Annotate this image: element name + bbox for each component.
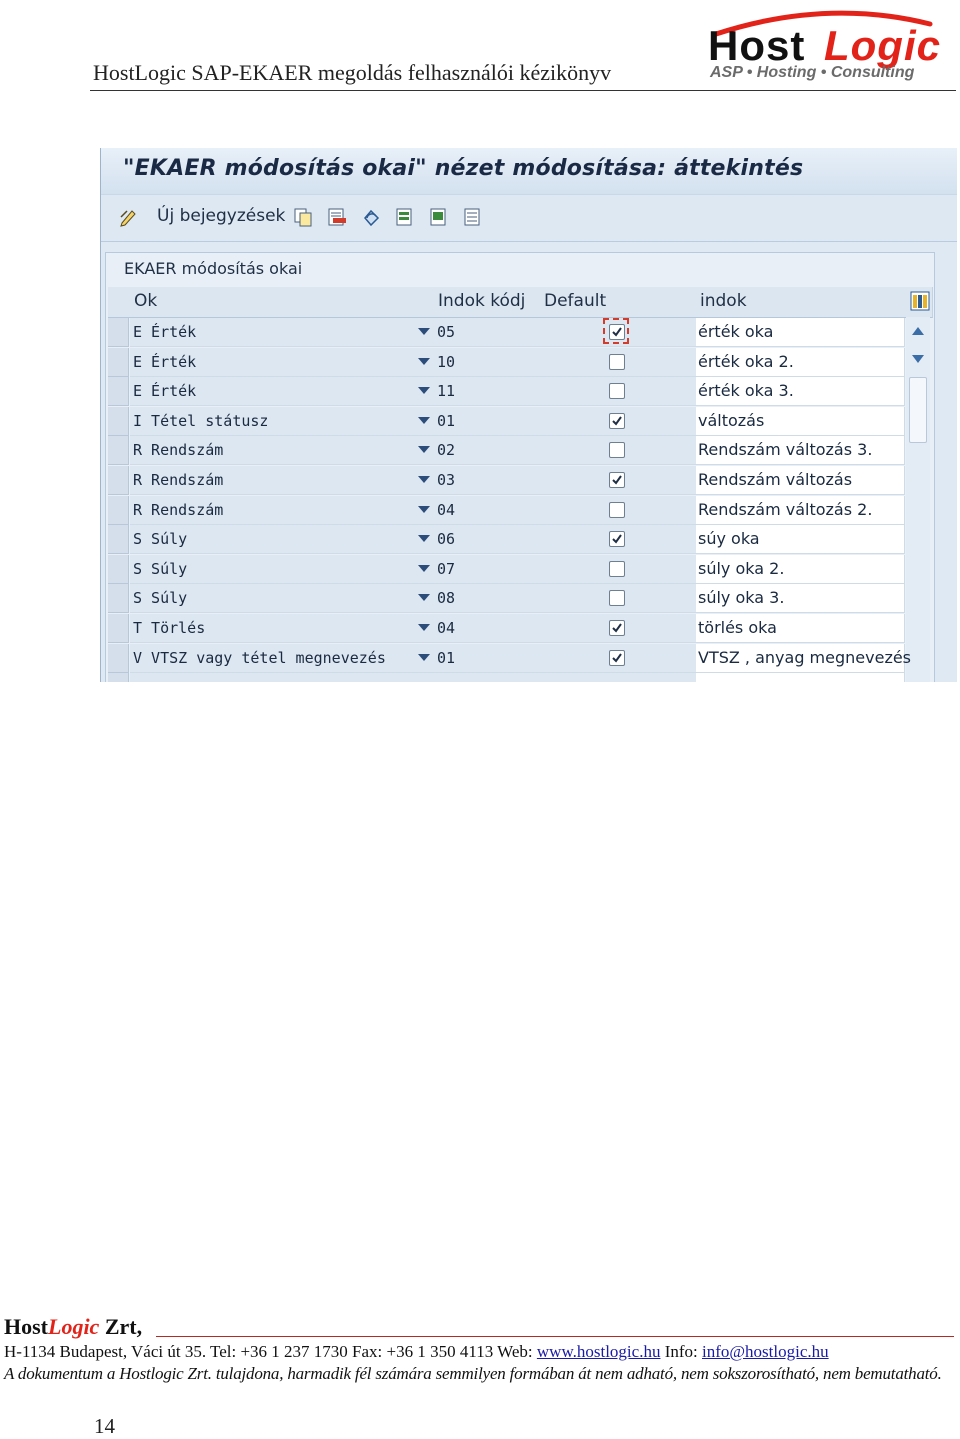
ok-value: S Súly: [133, 559, 188, 578]
deselect-all-icon[interactable]: [463, 207, 483, 227]
column-header-kod-label: Indok kódj: [438, 291, 526, 311]
indok-value: súly oka 3.: [698, 588, 785, 608]
footer-company-suffix: Zrt,: [99, 1314, 143, 1339]
row-selector[interactable]: [108, 466, 129, 495]
dropdown-arrow-icon[interactable]: [418, 624, 430, 631]
checkmark-icon: [610, 651, 624, 665]
ok-cell[interactable]: [130, 673, 435, 682]
column-header-indok-label: indok: [700, 291, 747, 311]
column-header-ok[interactable]: [130, 287, 435, 318]
footer-divider: [156, 1336, 954, 1337]
column-header-indok-kodj[interactable]: [434, 287, 541, 318]
default-cell: [540, 614, 697, 643]
dropdown-arrow-icon[interactable]: [418, 387, 430, 394]
checkmark-icon: [610, 325, 624, 339]
checkmark-icon: [610, 414, 624, 428]
website-link[interactable]: www.hostlogic.hu: [536, 1342, 661, 1361]
ok-cell[interactable]: [130, 407, 435, 436]
dropdown-arrow-icon[interactable]: [418, 565, 430, 572]
table-row: [106, 555, 932, 584]
table-row: [106, 614, 932, 643]
row-selector[interactable]: [108, 318, 129, 347]
indok-value: VTSZ , anyag megnevezés: [698, 647, 912, 667]
table-row: [106, 348, 932, 377]
table-row: [106, 644, 932, 673]
ok-value: S Súly: [133, 589, 188, 608]
indok-cell[interactable]: [696, 614, 905, 643]
edit-pencil-icon[interactable]: [119, 207, 139, 227]
row-selector[interactable]: [108, 436, 129, 465]
default-cell: [540, 584, 697, 613]
ok-value: S Súly: [133, 530, 188, 549]
default-checkbox[interactable]: [609, 561, 625, 577]
indok-cell[interactable]: [696, 496, 905, 525]
indok-value: változás: [698, 410, 765, 430]
indok-cell[interactable]: [696, 584, 905, 613]
default-checkbox[interactable]: [609, 442, 625, 458]
row-selector[interactable]: [108, 644, 129, 673]
ok-cell[interactable]: [130, 318, 435, 347]
indok-cell[interactable]: [696, 525, 905, 554]
new-entries-button[interactable]: Új bejegyzések: [157, 206, 286, 226]
indok-kod-cell[interactable]: [434, 673, 541, 682]
ok-value: E Érték: [133, 352, 197, 371]
sap-screenshot: [100, 148, 957, 682]
indok-kod-cell[interactable]: [434, 318, 541, 347]
indok-cell[interactable]: [696, 348, 905, 377]
document-title: HostLogic SAP-EKAER megoldás felhasználói kézikönyv: [93, 60, 612, 85]
indok-value: Rendszám változás 2.: [698, 499, 873, 519]
default-checkbox[interactable]: [609, 472, 625, 488]
ok-cell[interactable]: [130, 436, 435, 465]
column-header-default[interactable]: [540, 287, 697, 318]
header-divider: [90, 90, 956, 91]
default-checkbox[interactable]: [609, 590, 625, 606]
ok-cell[interactable]: [130, 377, 435, 406]
indok-kod-cell[interactable]: [434, 614, 541, 643]
indok-cell[interactable]: [696, 377, 905, 406]
table-row: [106, 318, 932, 347]
indok-kod-value: 04: [437, 619, 456, 637]
default-checkbox[interactable]: [609, 413, 625, 429]
indok-value: érték oka 2.: [698, 351, 794, 371]
footer-address-line: [4, 1342, 829, 1362]
default-cell: [540, 377, 697, 406]
indok-kod-value: 03: [437, 471, 456, 489]
indok-kod-cell[interactable]: [434, 407, 541, 436]
default-checkbox[interactable]: [609, 502, 625, 518]
indok-value: súly oka 2.: [698, 558, 785, 578]
indok-kod-cell[interactable]: [434, 644, 541, 673]
checkmark-icon: [610, 621, 624, 635]
default-cell: [540, 436, 697, 465]
default-cell: [540, 407, 697, 436]
indok-kod-value: 10: [437, 352, 456, 371]
indok-cell[interactable]: [696, 466, 905, 495]
indok-value: érték oka: [698, 322, 774, 341]
logo-logic-text: Logic: [824, 22, 941, 69]
sap-application-toolbar: [101, 194, 957, 242]
default-cell: [540, 318, 697, 347]
table-row: [106, 436, 932, 465]
table-control-panel: [105, 252, 935, 682]
dropdown-arrow-icon[interactable]: [418, 535, 430, 542]
indok-cell[interactable]: [696, 673, 905, 682]
table-row: [106, 377, 932, 406]
row-selector[interactable]: [108, 525, 129, 554]
indok-kod-cell[interactable]: [434, 555, 541, 584]
dropdown-arrow-icon[interactable]: [418, 446, 430, 453]
column-header-ok-label: Ok: [134, 291, 158, 311]
column-header-default-label: Default: [544, 291, 607, 311]
select-all-header[interactable]: [108, 287, 131, 318]
data-grid: [106, 287, 932, 682]
ok-value: I Tétel státusz: [133, 411, 269, 430]
indok-kod-cell[interactable]: [434, 466, 541, 495]
ok-cell[interactable]: [130, 584, 435, 613]
sap-title-bar: [101, 148, 957, 194]
row-selector[interactable]: [108, 673, 129, 682]
indok-cell[interactable]: [696, 436, 905, 465]
default-cell: [540, 644, 697, 673]
indok-kod-value: 04: [437, 500, 456, 519]
ok-cell[interactable]: [130, 644, 435, 673]
select-block-icon[interactable]: [429, 207, 449, 227]
dropdown-arrow-icon[interactable]: [418, 417, 430, 424]
default-checkbox[interactable]: [609, 620, 625, 636]
ok-cell[interactable]: [130, 555, 435, 584]
email-link[interactable]: info@hostlogic.hu: [702, 1342, 829, 1361]
default-checkbox[interactable]: [609, 383, 625, 399]
empty-table-row: [106, 673, 932, 682]
ok-cell[interactable]: [130, 614, 435, 643]
indok-value: Rendszám változás: [698, 470, 853, 489]
indok-cell[interactable]: [696, 555, 905, 584]
indok-kod-cell[interactable]: [434, 496, 541, 525]
row-selector[interactable]: [108, 407, 129, 436]
delete-icon[interactable]: [327, 207, 347, 227]
checkmark-icon: [610, 473, 624, 487]
table-row: [106, 525, 932, 554]
default-checkbox[interactable]: [609, 531, 625, 547]
footer-company-name: [4, 1314, 142, 1340]
indok-kod-value: 11: [437, 382, 456, 401]
select-all-icon[interactable]: [395, 207, 415, 227]
indok-cell[interactable]: [696, 407, 905, 436]
ok-value: R Rendszám: [133, 441, 224, 460]
undo-icon[interactable]: [361, 207, 381, 227]
logo-host-text: Host: [708, 22, 806, 69]
footer-company-logic: Logic: [48, 1314, 100, 1339]
default-checkbox[interactable]: [609, 354, 625, 370]
ok-value: E Érték: [133, 382, 197, 401]
dropdown-arrow-icon[interactable]: [418, 476, 430, 483]
row-selector[interactable]: [108, 614, 129, 643]
checkmark-icon: [610, 532, 624, 546]
ok-cell[interactable]: [130, 466, 435, 495]
indok-kod-value: 02: [437, 441, 456, 460]
footer-legal-notice: A dokumentum a Hostlogic Zrt. tulajdona, harmadik fél számára semmilyen formában át nem adható, nem sokszorosítható, nem bemutatható.: [4, 1364, 942, 1383]
row-selector[interactable]: [108, 377, 129, 406]
indok-kod-value: 01: [437, 648, 456, 667]
default-cell: [540, 673, 697, 682]
indok-kod-value: 08: [437, 589, 456, 608]
ok-cell[interactable]: [130, 525, 435, 554]
indok-kod-cell[interactable]: [434, 377, 541, 406]
table-row: [106, 584, 932, 613]
ok-value: V VTSZ vagy tétel megnevezés: [133, 648, 386, 667]
ok-value: E Érték: [133, 323, 197, 341]
indok-kod-value: 07: [437, 559, 456, 578]
indok-kod-value: 06: [437, 530, 456, 549]
row-selector[interactable]: [108, 496, 129, 525]
logo-tagline: ASP • Hosting • Consulting: [710, 64, 915, 81]
row-selector[interactable]: [108, 584, 129, 613]
ok-value: R Rendszám: [133, 471, 224, 489]
table-row: [106, 466, 932, 495]
indok-cell[interactable]: [696, 644, 912, 673]
indok-value: érték oka 3.: [698, 381, 794, 401]
row-selector[interactable]: [108, 348, 129, 377]
panel-title: EKAER módosítás okai: [124, 259, 303, 278]
indok-kod-cell[interactable]: [434, 436, 541, 465]
dropdown-arrow-icon[interactable]: [418, 654, 430, 661]
footer-info-label: Info:: [660, 1342, 702, 1361]
sap-screen-title: "EKAER módosítás okai" nézet módosítása: áttekintés: [123, 156, 804, 181]
indok-kod-cell[interactable]: [434, 584, 541, 613]
indok-kod-value: 01: [437, 411, 456, 430]
dropdown-arrow-icon[interactable]: [418, 328, 430, 335]
dropdown-arrow-icon[interactable]: [418, 358, 430, 365]
page-number: 14: [94, 1414, 115, 1438]
indok-value: súy oka: [698, 529, 760, 549]
indok-kod-cell[interactable]: [434, 348, 541, 377]
default-cell: [540, 525, 697, 554]
table-row: [106, 407, 932, 436]
ok-value: T Törlés: [133, 619, 206, 637]
row-selector[interactable]: [108, 555, 129, 584]
default-cell: [540, 555, 697, 584]
default-cell: [540, 496, 697, 525]
footer-company-host: Host: [4, 1314, 48, 1339]
ok-value: R Rendszám: [133, 500, 224, 519]
table-row: [106, 496, 932, 525]
indok-value: Rendszám változás 3.: [698, 440, 873, 460]
column-settings-icon[interactable]: [910, 291, 930, 311]
copy-icon[interactable]: [293, 207, 313, 227]
default-checkbox[interactable]: [609, 324, 625, 340]
dropdown-arrow-icon[interactable]: [418, 506, 430, 513]
footer-address: H-1134 Budapest, Váci út 35. Tel: +36 1 237 1730 Fax: +36 1 350 4113 Web:: [4, 1342, 537, 1361]
column-header-indok[interactable]: [696, 287, 933, 318]
default-checkbox[interactable]: [609, 650, 625, 666]
hostlogic-logo: [706, 4, 960, 86]
ok-cell[interactable]: [130, 496, 435, 525]
indok-kod-value: 05: [437, 323, 456, 341]
indok-kod-cell[interactable]: [434, 525, 541, 554]
indok-cell[interactable]: [696, 318, 905, 347]
dropdown-arrow-icon[interactable]: [418, 594, 430, 601]
indok-value: törlés oka: [698, 618, 777, 637]
ok-cell[interactable]: [130, 348, 435, 377]
default-cell: [540, 466, 697, 495]
default-cell: [540, 348, 697, 377]
